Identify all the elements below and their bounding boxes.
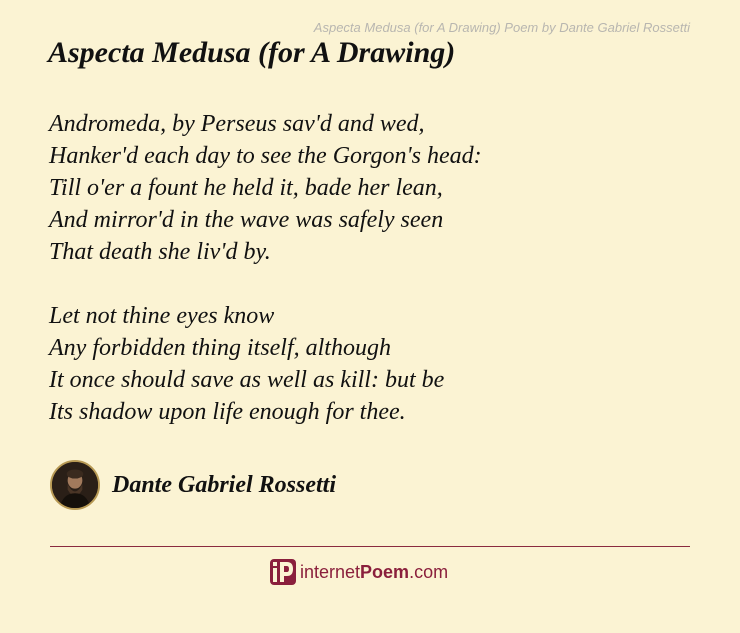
author-block[interactable] [50,460,336,510]
poem-line: Its shadow upon life enough for thee. [49,399,406,425]
poem-line: And mirror'd in the wave was safely seen [49,207,444,233]
internetpoem-logo-icon [270,559,296,585]
brand-text-poem: Poem [360,561,410,582]
poem-line: Let not thine eyes know [49,303,275,329]
poem-line: Andromeda, by Perseus sav'd and wed, [49,111,425,137]
brand-text-tld: .com [409,561,449,582]
stanza-1 [49,108,482,268]
author-name[interactable]: Dante Gabriel Rossetti [112,471,337,498]
brand-link[interactable] [270,559,448,585]
poem-line: Hanker'd each day to see the Gorgon's head: [49,143,482,169]
brand-text-internet: internet [300,561,361,582]
poem-line: That death she liv'd by. [49,239,271,265]
poem-line: Till o'er a fount he held it, bade her lean, [49,175,443,201]
poem-line: Any forbidden thing itself, although [49,335,391,361]
stanza-2 [49,300,482,428]
poem-body [49,108,482,460]
author-avatar[interactable] [50,460,100,510]
page-subtitle: Aspecta Medusa (for A Drawing) Poem by Dante Gabriel Rossetti [313,20,690,35]
footer-divider [50,546,690,547]
poem-line: It once should save as well as kill: but be [49,367,445,393]
poem-title: Aspecta Medusa (for A Drawing) [48,36,456,69]
